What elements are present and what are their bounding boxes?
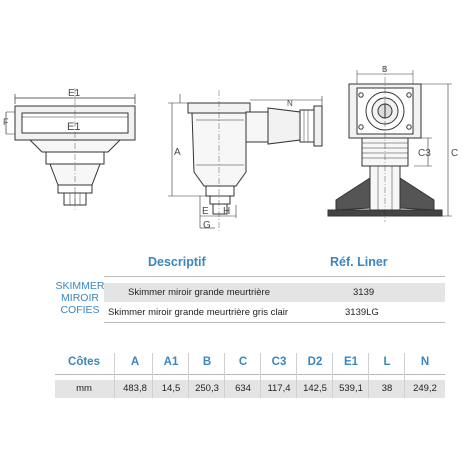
brand-line: MIROIR [61, 292, 99, 304]
dimension-value: 117,4 [267, 383, 291, 394]
dimensions-header-label: Côtes [68, 356, 100, 368]
row-reference: 3139LG [345, 307, 379, 318]
rear-c-label: C [451, 148, 459, 159]
rear-view [328, 66, 452, 222]
brand-block [48, 280, 112, 316]
table-divider [104, 322, 445, 323]
column-separator [114, 353, 115, 398]
front-f-label: F [3, 117, 9, 127]
dimension-value: 250,3 [195, 383, 219, 394]
dimension-column-header: N [420, 356, 430, 368]
dimension-value: 634 [235, 383, 251, 394]
row-description: Skimmer miroir grande meurtrière [128, 287, 271, 298]
row-description: Skimmer miroir grande meurtrière gris clair [108, 307, 289, 318]
brand-line: SKIMMER [55, 280, 105, 292]
dimension-value: 249,2 [413, 383, 437, 394]
dimension-column-header: D2 [307, 356, 323, 368]
dimension-column-header: C3 [271, 356, 287, 368]
table-divider [104, 276, 445, 277]
dimension-column-header: B [202, 356, 212, 368]
column-separator [296, 353, 297, 398]
side-g-label: G [203, 220, 211, 231]
unit-label: mm [76, 383, 92, 394]
rear-b-label: B [382, 65, 388, 74]
description-header: Descriptif [148, 255, 206, 269]
front-e1-inner-label: E1 [67, 121, 81, 133]
row-reference: 3139 [353, 287, 375, 298]
dimension-column-header: A1 [163, 356, 179, 368]
dimension-value: 38 [381, 383, 393, 394]
brand-line: COFIES [60, 304, 100, 316]
reference-header: Réf. Liner [330, 255, 388, 269]
side-h-label: H [223, 206, 231, 217]
dimension-column-header: E1 [343, 356, 359, 368]
side-a-label: A [174, 147, 181, 158]
column-separator [404, 353, 405, 398]
front-e1-top-label: E1 [68, 88, 81, 99]
dimension-column-header: L [383, 356, 391, 368]
column-separator [332, 353, 333, 398]
column-separator [224, 353, 225, 398]
dimension-value: 142,5 [303, 383, 327, 394]
column-separator [260, 353, 261, 398]
column-separator [188, 353, 189, 398]
dimension-value: 483,8 [123, 383, 147, 394]
dimension-column-header: A [130, 356, 140, 368]
rear-c3-label: C3 [418, 148, 431, 159]
column-separator [368, 353, 369, 398]
dimension-value: 14,5 [161, 383, 181, 394]
side-view [168, 90, 322, 232]
column-separator [152, 353, 153, 398]
dimension-column-header: C [238, 356, 248, 368]
dimension-value: 539,1 [339, 383, 363, 394]
side-n-label: N [287, 99, 293, 108]
side-e-label: E [202, 206, 209, 217]
front-view [6, 88, 135, 210]
